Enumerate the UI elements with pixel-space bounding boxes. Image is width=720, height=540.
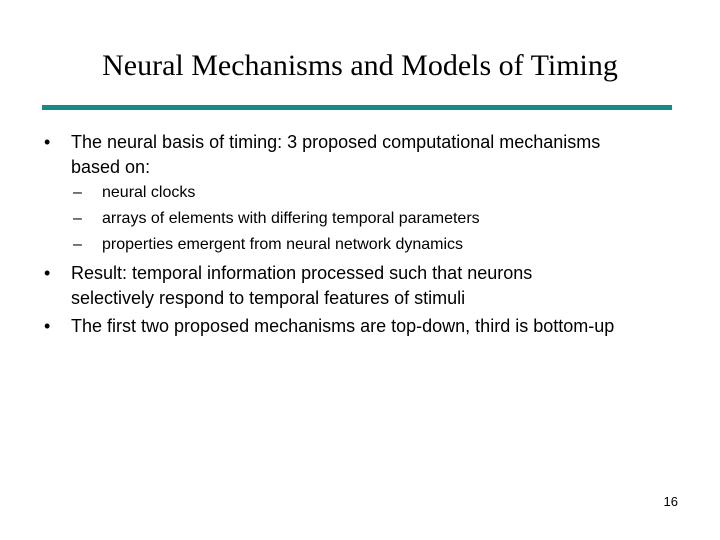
bullet-text-line: based on: — [71, 157, 151, 177]
bullet-text-line: The first two proposed mechanisms are top-down, third is bottom-up — [71, 316, 615, 336]
bullet-text-line: selectively respond to temporal features of stimuli — [71, 288, 466, 308]
slide-title: Neural Mechanisms and Models of Timing — [102, 49, 618, 82]
dash-icon: – — [73, 236, 82, 253]
page-number: 16 — [663, 494, 678, 509]
title-divider — [42, 105, 672, 110]
bullet-dot-icon: • — [44, 316, 51, 336]
bullet-text-line: Result: temporal information processed such that neurons — [71, 263, 533, 283]
sub-bullet-text: properties emergent from neural network dynamics — [102, 236, 464, 253]
dash-icon: – — [73, 184, 82, 201]
bullet-dot-icon: • — [44, 132, 51, 152]
dash-icon: – — [73, 210, 82, 227]
bullet-dot-icon: • — [44, 263, 51, 283]
sub-bullet-text: neural clocks — [102, 184, 196, 201]
bullet-text-line: The neural basis of timing: 3 proposed computational mechanisms — [71, 132, 601, 152]
sub-bullet-text: arrays of elements with differing temporal parameters — [102, 210, 480, 227]
